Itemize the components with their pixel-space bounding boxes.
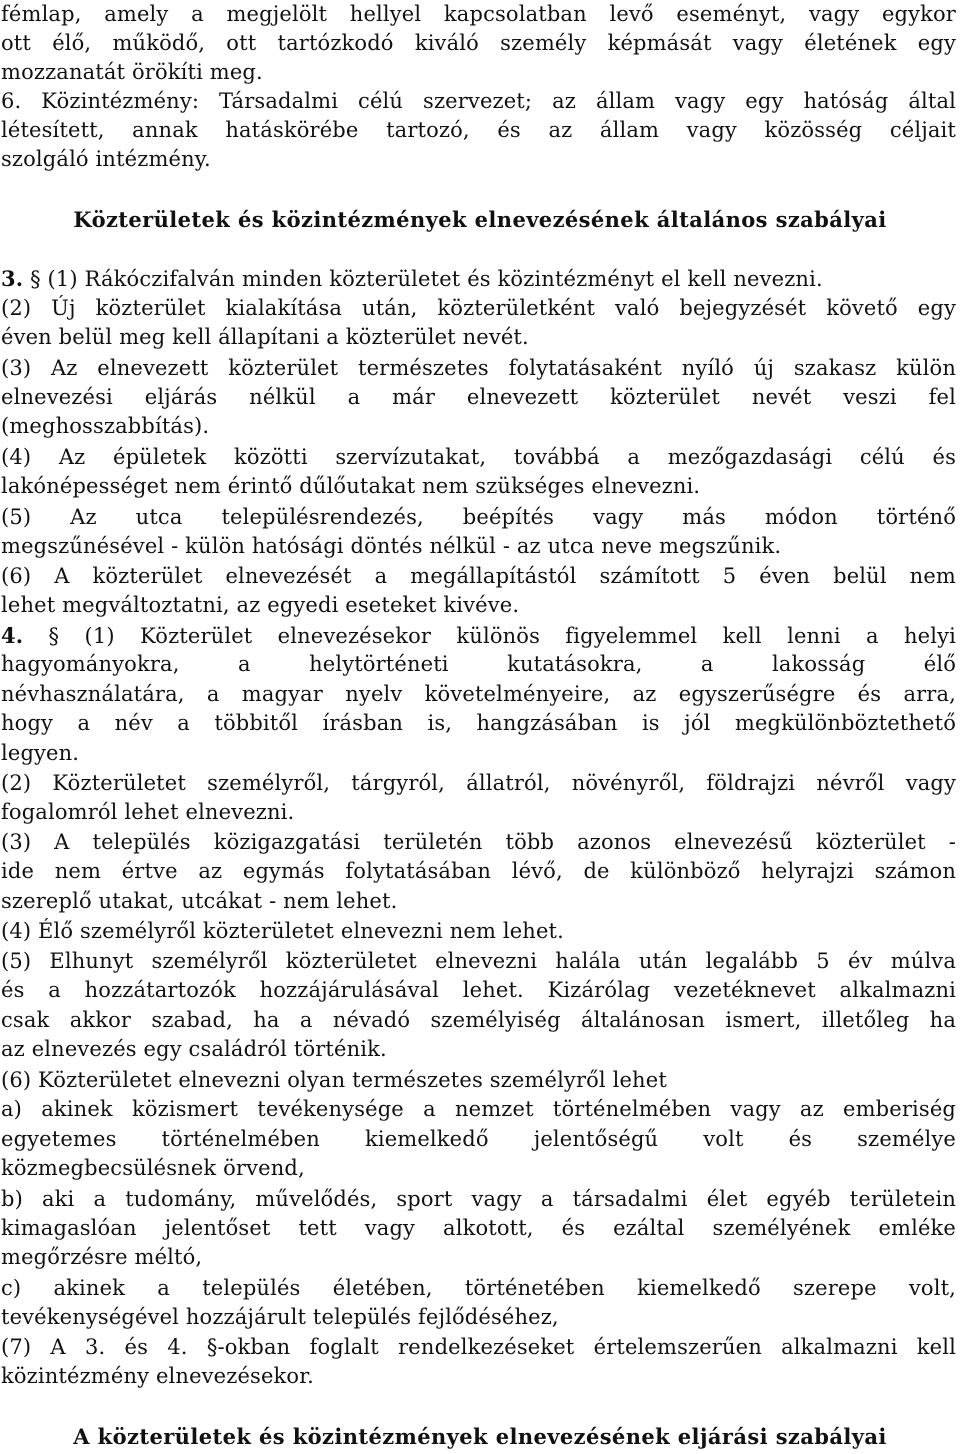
text-line: lehet megváltoztatni, az egyedi eseteket kivéve. <box>1 593 520 617</box>
paragraph-4-1 <box>1 621 956 650</box>
section-mark: § <box>30 267 41 291</box>
text-line: mozzanatát örökíti meg. <box>1 60 263 84</box>
text-line: éven belül meg kell állapítani a közterület nevét. <box>1 325 529 349</box>
text-line: közmegbecsülésnek örvend, <box>1 1156 305 1180</box>
text-line: hagyományokra, a helytörténeti kutatásokra, a lakosság élő <box>1 652 956 676</box>
text-line: (3) Az elnevezett közterület természetes folytatásaként nyíló új szakasz külön <box>1 356 956 380</box>
text-line: kimagaslóan jelentőset tett vagy alkotott, és ezáltal személyének emléke <box>1 1216 956 1240</box>
text-line: (6) A közterület elnevezését a megállapítástól számított 5 éven belül nem <box>1 564 956 588</box>
text-line: (2) Közterületet személyről, tárgyról, állatról, növényről, földrajzi névről vagy <box>1 771 956 795</box>
text-line: csak akkor szabad, ha a névadó személyiség általánosan ismert, illetőleg ha <box>1 1008 956 1032</box>
text-line: létesített, annak hatáskörébe tartozó, és az állam vagy közösség céljait <box>1 118 956 142</box>
text-line: elnevezési eljárás nélkül a már elnevezett közterület nevét veszi fel <box>1 385 956 409</box>
text-line: legyen. <box>1 741 80 765</box>
text-line: szolgáló intézmény. <box>1 147 211 171</box>
text-line: c) akinek a település életében, történetében kiemelkedő szerepe volt, <box>1 1276 956 1300</box>
text-line: az elnevezés egy családról történik. <box>1 1037 387 1061</box>
section-mark: § <box>48 624 60 648</box>
section-heading-general: Közterületek és közintézmények elnevezésének általános szabályai <box>73 207 887 232</box>
text-line: lakónépességet nem érintő dűlőutakat nem szükséges elnevezni. <box>1 474 701 498</box>
text-line: (5) Az utca településrendezés, beépítés vagy más módon történő <box>1 505 956 529</box>
text-line: (5) Elhunyt személyről közterületet elnevezni halála után legalább 5 év múlva <box>1 949 956 973</box>
text-line: b) aki a tudomány, művelődés, sport vagy a társadalmi élet egyéb területein <box>1 1187 956 1211</box>
section-number: 4. <box>1 623 24 648</box>
text-line: megszűnésével - külön hatósági döntés nélkül - az utca neve megszűnik. <box>1 534 782 558</box>
text-line: közintézmény elnevezésekor. <box>1 1364 314 1388</box>
paragraph-text: (1) Közterület elnevezésekor különös figyelemmel kell lenni a helyi <box>84 624 956 648</box>
paragraph-text: (1) Rákóczifalván minden közterületet és közintézményt el kell nevezni. <box>47 267 823 291</box>
text-line: (3) A település közigazgatási területén több azonos elnevezésű közterület - <box>1 830 956 854</box>
text-line: hogy a név a többitől írásban is, hangzásában is jól megkülönböztethető <box>1 711 956 735</box>
text-line: és a hozzátartozók hozzájárulásával lehet. Kizárólag vezetéknevet alkalmazni <box>1 978 956 1002</box>
text-line: ide nem értve az egymás folytatásában lévő, de különböző helyrajzi számon <box>1 859 956 883</box>
text-line: (6) Közterületet elnevezni olyan természetes személyről lehet <box>1 1068 667 1092</box>
text-line: szereplő utakat, utcákat - nem lehet. <box>1 889 398 913</box>
text-line: (meghosszabbítás). <box>1 414 210 438</box>
text-line: (4) Az épületek közötti szervízutakat, továbbá a mezőgazdasági célú és <box>1 445 956 469</box>
text-line: (7) A 3. és 4. §-okban foglalt rendelkezéseket értelemszerűen alkalmazni kell <box>1 1335 956 1359</box>
text-line: egyetemes történelmében kiemelkedő jelentőségű volt és személye <box>1 1127 956 1151</box>
text-line: ott élő, működő, ott tartózkodó kiváló személy képmását vagy életének egy <box>1 31 956 55</box>
text-line: fémlap, amely a megjelölt hellyel kapcsolatban levő eseményt, vagy egykor <box>1 2 956 26</box>
text-line: fogalomról lehet elnevezni. <box>1 800 295 824</box>
section-number: 3. <box>1 266 24 291</box>
text-line: megőrzésre méltó, <box>1 1245 203 1269</box>
text-line: 6. Közintézmény: Társadalmi célú szervezet; az állam vagy egy hatóság által <box>1 89 956 113</box>
text-line: a) akinek közismert tevékenysége a nemzet történelmében vagy az emberiség <box>1 1097 956 1121</box>
paragraph-3-1 <box>1 264 956 293</box>
text-line: névhasználatára, a magyar nyelv követelményeire, az egyszerűségre és arra, <box>1 682 956 706</box>
section-heading-procedure: A közterületek és közintézmények elnevezésének eljárási szabályai <box>73 1424 887 1449</box>
text-line: tevékenységével hozzájárult település fejlődéséhez, <box>1 1305 559 1329</box>
text-line: (4) Élő személyről közterületet elnevezni nem lehet. <box>1 919 564 943</box>
text-line: (2) Új közterület kialakítása után, közterületként való bejegyzését követő egy <box>1 296 956 320</box>
